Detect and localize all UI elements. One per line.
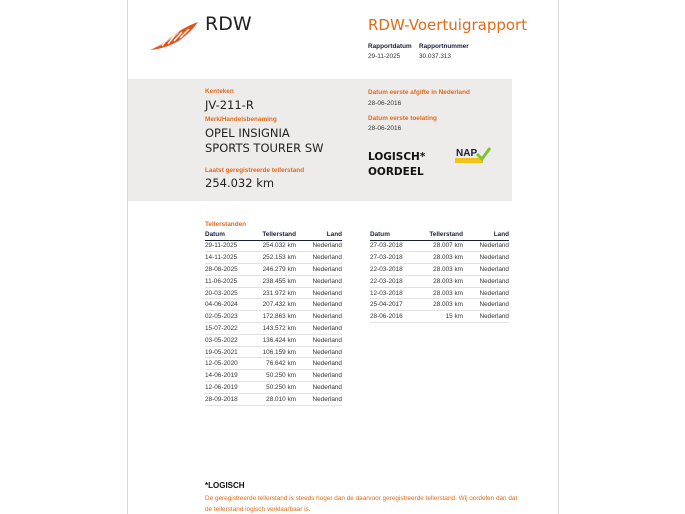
cell-date: 27-03-2018 (370, 240, 415, 252)
cell-country: Nederland (296, 287, 342, 299)
meta-value: 29-11-2025 (368, 53, 401, 60)
table-row (205, 358, 342, 370)
cell-reading: 106.159 km (250, 346, 296, 358)
band-divider (128, 196, 512, 206)
cell-country: Nederland (296, 370, 342, 382)
cell-reading: 28.003 km (415, 252, 463, 264)
cell-reading: 136.424 km (250, 334, 296, 346)
table-row (205, 393, 342, 405)
meta-report-number (419, 43, 469, 60)
table-row (205, 275, 342, 287)
vehicle-info-band (128, 79, 512, 201)
cell-reading: 172.863 km (250, 311, 296, 323)
cell-country: Nederland (463, 311, 509, 323)
cell-reading: 28.003 km (415, 287, 463, 299)
cell-country: Nederland (296, 323, 342, 335)
readings-table-left (205, 231, 342, 406)
col-date: Datum (205, 231, 250, 240)
meta-label: Rapportdatum (368, 43, 412, 50)
cell-country: Nederland (296, 275, 342, 287)
cell-country: Nederland (296, 252, 342, 264)
cell-country: Nederland (463, 240, 509, 252)
verdict-line1: LOGISCH* (368, 151, 426, 163)
cell-date: 04-06-2024 (205, 299, 250, 311)
cell-date: 15-07-2022 (205, 323, 250, 335)
footnote-text: De geregistreerde tellerstand is steeds hoger dan de daarvoor geregistreerde tellerstand. Wij oordelen dan dat de tellerstand logisch verklaarbaar is. (205, 495, 518, 513)
nap-logo-icon (455, 145, 491, 163)
cell-date: 14-11-2025 (205, 252, 250, 264)
cell-reading: 76.642 km (250, 358, 296, 370)
table-row (370, 299, 509, 311)
cell-country: Nederland (296, 346, 342, 358)
cell-reading: 143.572 km (250, 323, 296, 335)
cell-date: 28-08-2025 (205, 264, 250, 276)
table-row (205, 334, 342, 346)
cell-date: 12-05-2020 (205, 358, 250, 370)
cell-date: 25-04-2017 (370, 299, 415, 311)
cell-reading: 28.007 km (415, 240, 463, 252)
table-row (370, 252, 509, 264)
cell-country: Nederland (296, 382, 342, 394)
table-row (205, 299, 342, 311)
report-page (127, 0, 559, 514)
readings-table-right (370, 231, 509, 323)
table-header-row (370, 231, 509, 240)
cell-date: 28-06-2016 (370, 311, 415, 323)
table-row (205, 346, 342, 358)
cell-reading: 50.250 km (250, 382, 296, 394)
col-country: Land (296, 231, 342, 240)
cell-reading: 28.010 km (250, 393, 296, 405)
table-row (205, 311, 342, 323)
brand-name: RDW (205, 13, 252, 35)
cell-reading: 28.003 km (415, 299, 463, 311)
col-date: Datum (370, 231, 415, 240)
cell-date: 22-03-2018 (370, 275, 415, 287)
cell-reading: 15 km (415, 311, 463, 323)
meta-label: Rapportnummer (419, 43, 469, 50)
cell-country: Nederland (296, 311, 342, 323)
cell-country: Nederland (463, 264, 509, 276)
table-row (370, 240, 509, 252)
first-nl-value: 28-06-2016 (368, 100, 402, 107)
nap-logo-text: NAP (456, 148, 478, 159)
cell-reading: 238.455 km (250, 275, 296, 287)
table-row (205, 264, 342, 276)
cell-date: 28-09-2018 (205, 393, 250, 405)
cell-country: Nederland (296, 240, 342, 252)
cell-reading: 252.153 km (250, 252, 296, 264)
verdict (368, 150, 425, 180)
rdw-logo-icon (148, 20, 200, 54)
cell-reading: 254.032 km (250, 240, 296, 252)
verdict-line2: OORDEEL (368, 166, 424, 178)
odometer-label: Laatst geregistreerde tellerstand (205, 167, 305, 174)
cell-country: Nederland (296, 334, 342, 346)
cell-country: Nederland (296, 264, 342, 276)
first-nl-label: Datum eerste afgifte in Nederland (368, 89, 470, 96)
cell-reading: 28.003 km (415, 264, 463, 276)
report-title: RDW-Voertuigrapport (368, 16, 528, 34)
cell-date: 29-11-2025 (205, 240, 250, 252)
meta-value: 30.037.313 (419, 53, 451, 60)
col-reading: Tellerstand (250, 231, 296, 240)
table-row (370, 275, 509, 287)
table-row (205, 287, 342, 299)
table-row (205, 370, 342, 382)
cell-country: Nederland (463, 287, 509, 299)
cell-date: 11-06-2025 (205, 275, 250, 287)
table-row (205, 240, 342, 252)
make-value-line1: OPEL INSIGNIA (205, 126, 290, 140)
table-row (370, 264, 509, 276)
readings-title: Tellerstanden (205, 221, 247, 228)
col-country: Land (463, 231, 509, 240)
cell-reading: 246.279 km (250, 264, 296, 276)
footnote-title: *LOGISCH (205, 481, 245, 490)
cell-country: Nederland (296, 358, 342, 370)
meta-report-date (368, 43, 412, 60)
cell-reading: 50.250 km (250, 370, 296, 382)
odometer-value: 254.032 km (205, 176, 275, 190)
cell-country: Nederland (463, 252, 509, 264)
cell-country: Nederland (296, 393, 342, 405)
table-row (370, 287, 509, 299)
cell-country: Nederland (463, 275, 509, 287)
table-header-row (205, 231, 342, 240)
table-row (370, 311, 509, 323)
first-admission-label: Datum eerste toelating (368, 115, 437, 122)
plate-value: JV-211-R (205, 98, 254, 112)
cell-date: 22-03-2018 (370, 264, 415, 276)
cell-reading: 207.432 km (250, 299, 296, 311)
cell-date: 19-05-2021 (205, 346, 250, 358)
cell-reading: 231.972 km (250, 287, 296, 299)
cell-country: Nederland (463, 299, 509, 311)
cell-date: 14-06-2019 (205, 370, 250, 382)
make-value-line2: SPORTS TOURER SW (205, 141, 324, 155)
table-row (205, 323, 342, 335)
cell-date: 03-05-2022 (205, 334, 250, 346)
table-row (205, 382, 342, 394)
cell-reading: 28.003 km (415, 275, 463, 287)
cell-date: 02-05-2023 (205, 311, 250, 323)
col-reading: Tellerstand (415, 231, 463, 240)
cell-country: Nederland (296, 299, 342, 311)
make-label: Merk/Handelsbenaming (205, 116, 277, 123)
cell-date: 12-03-2018 (370, 287, 415, 299)
cell-date: 20-03-2025 (205, 287, 250, 299)
cell-date: 27-03-2018 (370, 252, 415, 264)
table-row (205, 252, 342, 264)
plate-label: Kenteken (205, 88, 234, 95)
first-admission-value: 28-06-2016 (368, 125, 402, 132)
cell-date: 12-06-2019 (205, 382, 250, 394)
